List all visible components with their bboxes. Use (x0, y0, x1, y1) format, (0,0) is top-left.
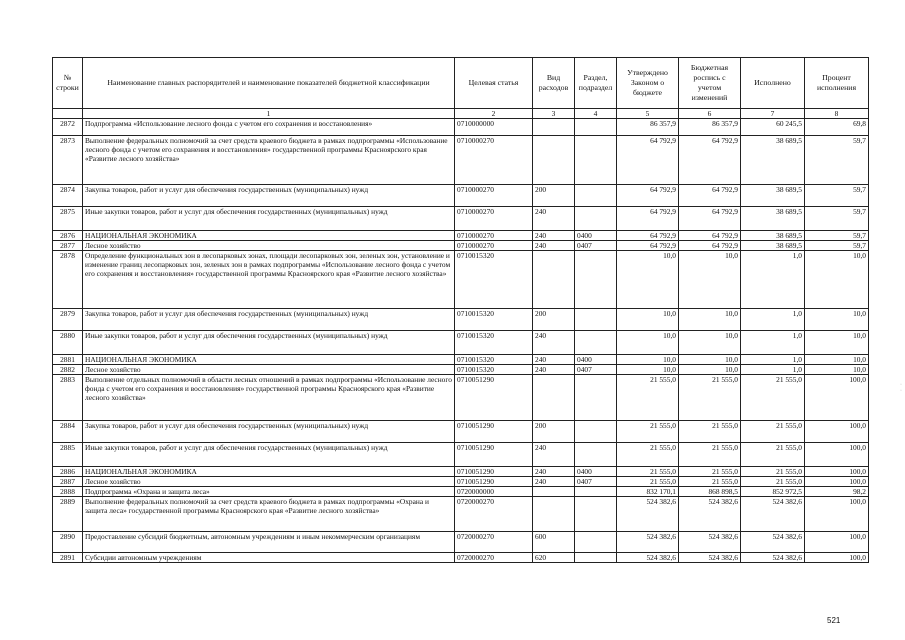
row-number-cell: 2876 (53, 231, 83, 241)
approved-amount-cell: 524 382,6 (617, 532, 679, 553)
approved-amount-cell: 10,0 (617, 365, 679, 375)
column-number: 7 (741, 109, 805, 119)
row-number-cell: 2873 (53, 136, 83, 185)
executed-amount-cell: 21 555,0 (741, 477, 805, 487)
target-article-cell: 0710000270 (455, 185, 533, 207)
target-article-cell: 0720000270 (455, 532, 533, 553)
section-cell (575, 185, 617, 207)
row-name-cell: Подпрограмма «Использование лесного фонда с учетом его сохранения и восстановления» (83, 119, 455, 136)
table-row (53, 467, 869, 477)
expense-type-cell: 240 (533, 331, 575, 355)
percent-cell: 10,0 (805, 331, 869, 355)
section-cell: 0400 (575, 355, 617, 365)
header-expense-type: Вид расходов (533, 58, 575, 109)
table-row (53, 119, 869, 136)
table-row (53, 207, 869, 231)
row-number-cell: 2872 (53, 119, 83, 136)
section-cell (575, 309, 617, 331)
header-target-article: Целевая статья (455, 58, 533, 109)
row-number-cell: 2884 (53, 421, 83, 443)
percent-cell: 100,0 (805, 443, 869, 467)
executed-amount-cell: 21 555,0 (741, 467, 805, 477)
table-row (53, 477, 869, 487)
executed-amount-cell: 60 245,5 (741, 119, 805, 136)
table-row (53, 553, 869, 563)
column-number-row (53, 109, 869, 119)
schedule-amount-cell: 21 555,0 (679, 375, 741, 421)
row-name-cell: Лесное хозяйство (83, 477, 455, 487)
expense-type-cell (533, 487, 575, 497)
column-number: 8 (805, 109, 869, 119)
row-number-cell: 2890 (53, 532, 83, 553)
expense-type-cell: 200 (533, 185, 575, 207)
schedule-amount-cell: 10,0 (679, 355, 741, 365)
target-article-cell: 0710015320 (455, 251, 533, 309)
approved-amount-cell: 64 792,9 (617, 207, 679, 231)
percent-cell: 100,0 (805, 375, 869, 421)
budget-table (52, 57, 869, 563)
expense-type-cell: 600 (533, 532, 575, 553)
executed-amount-cell: 852 972,5 (741, 487, 805, 497)
percent-cell: 69,8 (805, 119, 869, 136)
header-percent: Процент исполнения (805, 58, 869, 109)
percent-cell: 59,7 (805, 231, 869, 241)
expense-type-cell: 240 (533, 241, 575, 251)
row-number-cell: 2886 (53, 467, 83, 477)
expense-type-cell: 200 (533, 421, 575, 443)
row-number-cell: 2877 (53, 241, 83, 251)
table-row (53, 241, 869, 251)
executed-amount-cell: 38 689,5 (741, 136, 805, 185)
column-number: 3 (533, 109, 575, 119)
expense-type-cell: 240 (533, 207, 575, 231)
executed-amount-cell: 21 555,0 (741, 443, 805, 467)
section-cell: 0400 (575, 231, 617, 241)
table-row (53, 443, 869, 467)
approved-amount-cell: 64 792,9 (617, 241, 679, 251)
percent-cell: 10,0 (805, 251, 869, 309)
schedule-amount-cell: 86 357,9 (679, 119, 741, 136)
percent-cell: 98,2 (805, 487, 869, 497)
schedule-amount-cell: 10,0 (679, 331, 741, 355)
schedule-amount-cell: 21 555,0 (679, 443, 741, 467)
row-name-cell: Лесное хозяйство (83, 365, 455, 375)
target-article-cell: 0720000270 (455, 497, 533, 532)
table-row (53, 375, 869, 421)
row-name-cell: Закупка товаров, работ и услуг для обеспечения государственных (муниципальных) нужд (83, 309, 455, 331)
target-article-cell: 0710000270 (455, 231, 533, 241)
section-cell (575, 443, 617, 467)
header-section: Раздел, подраздел (575, 58, 617, 109)
section-cell (575, 487, 617, 497)
approved-amount-cell: 10,0 (617, 309, 679, 331)
header-row (53, 58, 869, 109)
table-body (53, 119, 869, 563)
approved-amount-cell: 21 555,0 (617, 375, 679, 421)
schedule-amount-cell: 64 792,9 (679, 231, 741, 241)
row-number-cell: 2887 (53, 477, 83, 487)
executed-amount-cell: 38 689,5 (741, 207, 805, 231)
row-number-cell: 2878 (53, 251, 83, 309)
percent-cell: 100,0 (805, 421, 869, 443)
schedule-amount-cell: 21 555,0 (679, 467, 741, 477)
target-article-cell: 0720000270 (455, 553, 533, 563)
percent-cell: 100,0 (805, 532, 869, 553)
schedule-amount-cell: 21 555,0 (679, 421, 741, 443)
row-name-cell: НАЦИОНАЛЬНАЯ ЭКОНОМИКА (83, 231, 455, 241)
table-row (53, 231, 869, 241)
header-name: Наименование главных распорядителей и наименование показателей бюджетной классификации (83, 58, 455, 109)
expense-type-cell: 240 (533, 443, 575, 467)
target-article-cell: 0710000270 (455, 136, 533, 185)
target-article-cell: 0710015320 (455, 355, 533, 365)
expense-type-cell: 240 (533, 231, 575, 241)
percent-cell: 59,7 (805, 241, 869, 251)
header-executed: Исполнено (741, 58, 805, 109)
table-row (53, 365, 869, 375)
approved-amount-cell: 21 555,0 (617, 443, 679, 467)
approved-amount-cell: 64 792,9 (617, 136, 679, 185)
approved-amount-cell: 524 382,6 (617, 553, 679, 563)
expense-type-cell (533, 497, 575, 532)
percent-cell: 59,7 (805, 207, 869, 231)
row-number-cell: 2889 (53, 497, 83, 532)
executed-amount-cell: 1,0 (741, 251, 805, 309)
percent-cell: 10,0 (805, 365, 869, 375)
column-number: 6 (679, 109, 741, 119)
target-article-cell: 0710015320 (455, 331, 533, 355)
section-cell (575, 251, 617, 309)
section-cell (575, 421, 617, 443)
approved-amount-cell: 21 555,0 (617, 421, 679, 443)
section-cell (575, 375, 617, 421)
target-article-cell: 0710051290 (455, 477, 533, 487)
section-cell: 0407 (575, 365, 617, 375)
row-number-cell: 2891 (53, 553, 83, 563)
section-cell: 0407 (575, 241, 617, 251)
executed-amount-cell: 1,0 (741, 365, 805, 375)
column-number: 4 (575, 109, 617, 119)
approved-amount-cell: 64 792,9 (617, 185, 679, 207)
schedule-amount-cell: 524 382,6 (679, 553, 741, 563)
expense-type-cell: 200 (533, 309, 575, 331)
executed-amount-cell: 1,0 (741, 309, 805, 331)
row-number-cell: 2882 (53, 365, 83, 375)
schedule-amount-cell: 10,0 (679, 251, 741, 309)
header-budget-schedule: Бюджетная роспись с учетом изменений (679, 58, 741, 109)
schedule-amount-cell: 524 382,6 (679, 497, 741, 532)
column-number: 1 (83, 109, 455, 119)
schedule-amount-cell: 64 792,9 (679, 241, 741, 251)
executed-amount-cell: 524 382,6 (741, 532, 805, 553)
row-name-cell: Предоставление субсидий бюджетным, автономным учреждениям и иным некоммерческим организациям (83, 532, 455, 553)
row-name-cell: Закупка товаров, работ и услуг для обеспечения государственных (муниципальных) нужд (83, 185, 455, 207)
percent-cell: 10,0 (805, 309, 869, 331)
scan-artifact: · · (900, 382, 902, 394)
executed-amount-cell: 524 382,6 (741, 497, 805, 532)
target-article-cell: 0710015320 (455, 365, 533, 375)
row-name-cell: Иные закупки товаров, работ и услуг для обеспечения государственных (муниципальных) нужд (83, 443, 455, 467)
target-article-cell: 0710051290 (455, 421, 533, 443)
row-name-cell: Определение функциональных зон в лесопарковых зонах, площади лесопарковых зон, зеленых зон, установление и изменение границ лесопарковых зон, зеленых зон в рамках подпрограммы «Использование лесного фонда с учетом его сохранения и восстановления» государственной программы Красноярского края «Развитие лесного хозяйства» (83, 251, 455, 309)
percent-cell: 100,0 (805, 497, 869, 532)
row-number-cell: 2885 (53, 443, 83, 467)
target-article-cell: 0710051290 (455, 443, 533, 467)
approved-amount-cell: 10,0 (617, 331, 679, 355)
percent-cell: 59,7 (805, 136, 869, 185)
percent-cell: 100,0 (805, 553, 869, 563)
expense-type-cell (533, 375, 575, 421)
table-row (53, 497, 869, 532)
table-row (53, 309, 869, 331)
table-row (53, 421, 869, 443)
table-row (53, 487, 869, 497)
row-number-cell: 2874 (53, 185, 83, 207)
expense-type-cell: 240 (533, 467, 575, 477)
row-name-cell: Иные закупки товаров, работ и услуг для обеспечения государственных (муниципальных) нужд (83, 207, 455, 231)
schedule-amount-cell: 64 792,9 (679, 136, 741, 185)
percent-cell: 59,7 (805, 185, 869, 207)
row-number-cell: 2880 (53, 331, 83, 355)
executed-amount-cell: 38 689,5 (741, 185, 805, 207)
target-article-cell: 0710015320 (455, 309, 533, 331)
section-cell (575, 331, 617, 355)
column-number: 2 (455, 109, 533, 119)
executed-amount-cell: 524 382,6 (741, 553, 805, 563)
expense-type-cell: 240 (533, 365, 575, 375)
schedule-amount-cell: 10,0 (679, 309, 741, 331)
row-name-cell: Иные закупки товаров, работ и услуг для обеспечения государственных (муниципальных) нужд (83, 331, 455, 355)
row-name-cell: Субсидии автономным учреждениям (83, 553, 455, 563)
section-cell (575, 553, 617, 563)
row-number-cell: 2881 (53, 355, 83, 365)
approved-amount-cell: 64 792,9 (617, 231, 679, 241)
section-cell (575, 136, 617, 185)
schedule-amount-cell: 524 382,6 (679, 532, 741, 553)
percent-cell: 10,0 (805, 355, 869, 365)
row-name-cell: Подпрограмма «Охрана и защита леса» (83, 487, 455, 497)
section-cell (575, 207, 617, 231)
table-row (53, 185, 869, 207)
header-approved: Утверждено Законом о бюджете (617, 58, 679, 109)
section-cell: 0407 (575, 477, 617, 487)
table-row (53, 532, 869, 553)
expense-type-cell: 620 (533, 553, 575, 563)
target-article-cell: 0710000270 (455, 207, 533, 231)
percent-cell: 100,0 (805, 477, 869, 487)
executed-amount-cell: 38 689,5 (741, 231, 805, 241)
target-article-cell: 0710051290 (455, 375, 533, 421)
row-number-cell: 2879 (53, 309, 83, 331)
row-name-cell: НАЦИОНАЛЬНАЯ ЭКОНОМИКА (83, 355, 455, 365)
executed-amount-cell: 21 555,0 (741, 375, 805, 421)
page-number: 521 (827, 616, 841, 625)
schedule-amount-cell: 64 792,9 (679, 207, 741, 231)
approved-amount-cell: 10,0 (617, 251, 679, 309)
header-row-number: № строки (53, 58, 83, 109)
approved-amount-cell: 524 382,6 (617, 497, 679, 532)
executed-amount-cell: 1,0 (741, 355, 805, 365)
section-cell (575, 497, 617, 532)
row-name-cell: Выполнение федеральных полномочий за счет средств краевого бюджета в рамках подпрограммы «Использование лесного фонда с учетом его сохранения и восстановления» государственной программы Красноярского края «Развитие лесного хозяйства» (83, 136, 455, 185)
row-number-cell: 2883 (53, 375, 83, 421)
table-row (53, 331, 869, 355)
approved-amount-cell: 832 170,1 (617, 487, 679, 497)
expense-type-cell (533, 119, 575, 136)
executed-amount-cell: 1,0 (741, 331, 805, 355)
approved-amount-cell: 21 555,0 (617, 467, 679, 477)
column-number: 5 (617, 109, 679, 119)
row-name-cell: НАЦИОНАЛЬНАЯ ЭКОНОМИКА (83, 467, 455, 477)
approved-amount-cell: 10,0 (617, 355, 679, 365)
schedule-amount-cell: 10,0 (679, 365, 741, 375)
executed-amount-cell: 21 555,0 (741, 421, 805, 443)
row-name-cell: Лесное хозяйство (83, 241, 455, 251)
table-row (53, 355, 869, 365)
expense-type-cell: 240 (533, 355, 575, 365)
schedule-amount-cell: 21 555,0 (679, 477, 741, 487)
table-row (53, 251, 869, 309)
section-cell (575, 532, 617, 553)
target-article-cell: 0710000270 (455, 241, 533, 251)
expense-type-cell (533, 251, 575, 309)
row-name-cell: Выполнение отдельных полномочий в области лесных отношений в рамках подпрограммы «Использование лесного фонда с учетом его сохранения и восстановления» государственной программы Красноярского края «Развитие лесного хозяйства» (83, 375, 455, 421)
row-number-cell: 2875 (53, 207, 83, 231)
row-name-cell: Закупка товаров, работ и услуг для обеспечения государственных (муниципальных) нужд (83, 421, 455, 443)
target-article-cell: 0710000000 (455, 119, 533, 136)
section-cell (575, 119, 617, 136)
percent-cell: 100,0 (805, 467, 869, 477)
executed-amount-cell: 38 689,5 (741, 241, 805, 251)
row-name-cell: Выполнение федеральных полномочий за счет средств краевого бюджета в рамках подпрограммы «Охрана и защита леса» государственной программы Красноярского края «Развитие лесного хозяйства» (83, 497, 455, 532)
approved-amount-cell: 21 555,0 (617, 477, 679, 487)
expense-type-cell (533, 136, 575, 185)
schedule-amount-cell: 868 898,5 (679, 487, 741, 497)
schedule-amount-cell: 64 792,9 (679, 185, 741, 207)
table-row (53, 136, 869, 185)
target-article-cell: 0720000000 (455, 487, 533, 497)
section-cell: 0400 (575, 467, 617, 477)
approved-amount-cell: 86 357,9 (617, 119, 679, 136)
column-number (53, 109, 83, 119)
target-article-cell: 0710051290 (455, 467, 533, 477)
row-number-cell: 2888 (53, 487, 83, 497)
expense-type-cell: 240 (533, 477, 575, 487)
